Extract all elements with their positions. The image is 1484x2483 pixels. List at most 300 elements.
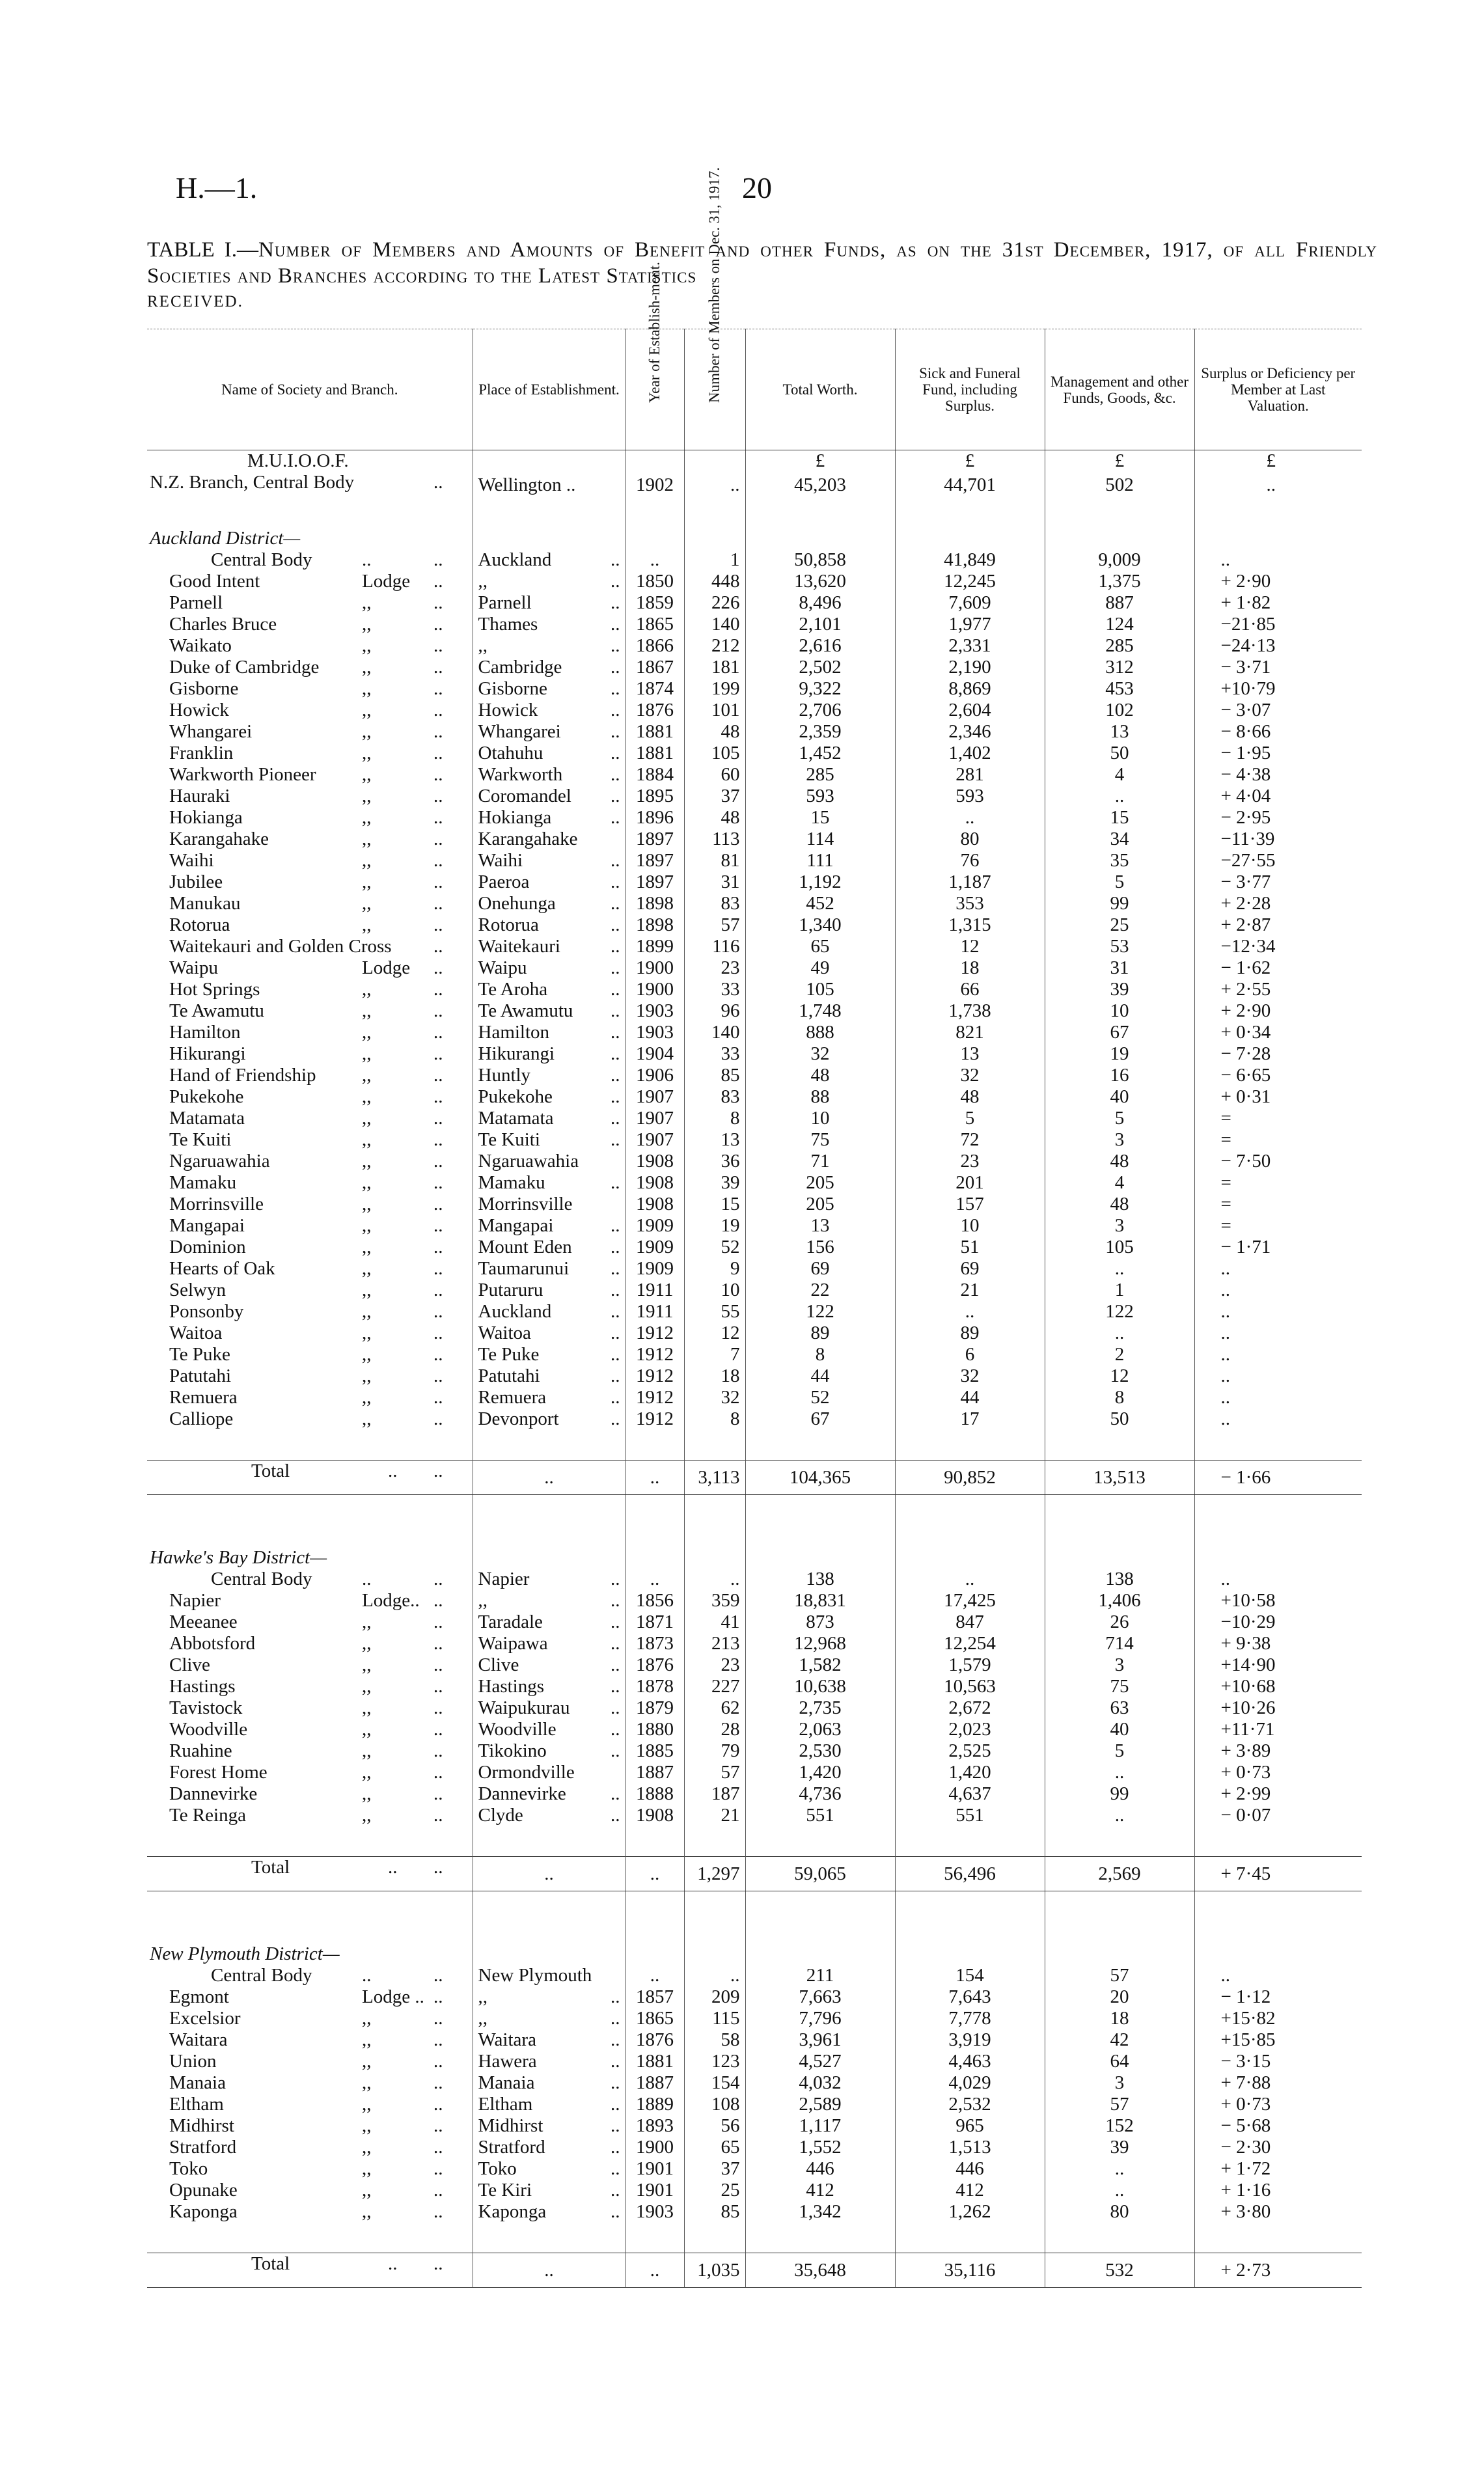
table-row xyxy=(147,850,1362,871)
branch-place xyxy=(473,1676,625,1697)
total-members: 1,035 xyxy=(684,2253,745,2288)
branch-mgmt: 75 xyxy=(1045,1676,1194,1697)
branch-suffix: ,, xyxy=(362,829,372,849)
branch-suffix: ,, xyxy=(362,2158,372,2179)
branch-name: Hauraki xyxy=(169,786,230,806)
leader-dots: .. xyxy=(433,2094,443,2115)
branch-name: Ngaruawahia xyxy=(169,1151,270,1172)
leader-dots: .. xyxy=(611,2137,620,2158)
society-currency-row xyxy=(147,450,1362,473)
branch-name-cell xyxy=(147,549,473,571)
branch-place xyxy=(473,1065,625,1086)
leader-dots: .. xyxy=(611,1408,620,1429)
branch-name: Morrinsville xyxy=(169,1194,264,1214)
branch-sick: 10,563 xyxy=(895,1676,1045,1697)
leader-dots: .. xyxy=(611,1172,620,1193)
branch-place xyxy=(473,1805,625,1826)
branch-place-text: Hastings xyxy=(478,1676,544,1697)
leader-dots: .. xyxy=(433,2180,443,2201)
leader-dots: .. xyxy=(611,850,620,871)
branch-name-cell xyxy=(147,829,473,850)
spacer-row xyxy=(147,498,1362,528)
leader-dots: .. xyxy=(611,571,620,592)
branch-place-text: Napier xyxy=(478,1569,530,1589)
leader-dots: .. xyxy=(611,1569,620,1589)
district-title: Auckland District— xyxy=(150,528,301,549)
branch-suffix: ,, xyxy=(362,614,372,635)
leader-dots: .. xyxy=(433,1857,443,1878)
branch-mgmt: 1 xyxy=(1045,1280,1194,1301)
branch-mgmt: 2 xyxy=(1045,1344,1194,1365)
leader-dots: .. xyxy=(433,549,443,570)
caption-line-3: RECEIVED. xyxy=(147,293,243,310)
branch-members: 33 xyxy=(684,1043,745,1065)
branch-mgmt: 10 xyxy=(1045,1000,1194,1022)
branch-place xyxy=(473,1108,625,1129)
branch-name: Gisborne xyxy=(169,678,239,699)
branch-year: 1856 xyxy=(625,1590,684,1612)
branch-surplus: + 0·34 xyxy=(1194,1022,1362,1043)
branch-year: 1874 xyxy=(625,678,684,700)
branch-surplus: .. xyxy=(1194,549,1362,571)
leader-dots: .. xyxy=(433,1387,443,1408)
table-caption xyxy=(147,237,1377,315)
branch-surplus: − 1·62 xyxy=(1194,957,1362,979)
branch-mgmt: 18 xyxy=(1045,2008,1194,2029)
branch-name: Waitekauri and Golden Cross xyxy=(169,936,392,957)
branch-suffix: ,, xyxy=(362,743,372,763)
branch-suffix: ,, xyxy=(362,1065,372,1086)
branch-year: 1881 xyxy=(625,2051,684,2072)
branch-worth: 10 xyxy=(745,1108,895,1129)
col-header-members-label: Number of Members on Dec. 31, 1917. xyxy=(706,167,722,403)
branch-name: Central Body xyxy=(211,1965,312,1986)
branch-sick: 23 xyxy=(895,1151,1045,1172)
branch-mgmt: 1,375 xyxy=(1045,571,1194,592)
leader-dots: .. xyxy=(433,2158,443,2179)
branch-surplus: = xyxy=(1194,1215,1362,1237)
branch-name: Midhirst xyxy=(169,2115,234,2136)
branch-name: Ruahine xyxy=(169,1740,232,1761)
table-row xyxy=(147,635,1362,657)
branch-name-cell xyxy=(147,1569,473,1590)
branch-mgmt: 39 xyxy=(1045,2137,1194,2158)
leader-dots: .. xyxy=(433,2029,443,2050)
leader-dots: .. xyxy=(433,614,443,635)
branch-sick: 32 xyxy=(895,1065,1045,1086)
branch-suffix: ,, xyxy=(362,1237,372,1257)
branch-place-text: ,, xyxy=(478,571,488,592)
branch-place-text: Tikokino xyxy=(478,1740,547,1761)
branch-members: 52 xyxy=(684,1237,745,1258)
table-row xyxy=(147,678,1362,700)
branch-suffix: Lodge .. xyxy=(362,1986,424,2007)
table-row xyxy=(147,1805,1362,1826)
branch-place-text: Hamilton xyxy=(478,1022,550,1043)
leader-dots: .. xyxy=(433,1676,443,1697)
branch-sick: 412 xyxy=(895,2180,1045,2201)
branch-name-cell xyxy=(147,2180,473,2201)
branch-place-text: Woodville xyxy=(478,1719,556,1740)
branch-surplus: − 6·65 xyxy=(1194,1065,1362,1086)
branch-mgmt: 3 xyxy=(1045,1129,1194,1151)
branch-place-text: Taradale xyxy=(478,1612,543,1632)
branch-name-cell xyxy=(147,893,473,914)
branch-surplus: −11·39 xyxy=(1194,829,1362,850)
branch-sick: 7,643 xyxy=(895,1986,1045,2008)
table-row xyxy=(147,2137,1362,2158)
branch-year: 1867 xyxy=(625,657,684,678)
branch-sick: 10 xyxy=(895,1215,1045,1237)
branch-name-cell xyxy=(147,1365,473,1387)
leader-dots: .. xyxy=(433,1965,443,1986)
branch-mgmt: 48 xyxy=(1045,1194,1194,1215)
branch-place xyxy=(473,764,625,786)
branch-place xyxy=(473,1258,625,1280)
branch-worth: 8,496 xyxy=(745,592,895,614)
branch-place xyxy=(473,1387,625,1408)
table-row xyxy=(147,829,1362,850)
branch-worth: 888 xyxy=(745,1022,895,1043)
branch-mgmt: 40 xyxy=(1045,1719,1194,1740)
table-row xyxy=(147,936,1362,957)
branch-place-text: Remuera xyxy=(478,1387,547,1408)
branch-place-text: Hawera xyxy=(478,2051,537,2072)
leader-dots: .. xyxy=(611,979,620,1000)
branch-surplus: + 0·73 xyxy=(1194,2094,1362,2115)
branch-name-cell xyxy=(147,1000,473,1022)
total-surplus: + 2·73 xyxy=(1194,2253,1362,2288)
branch-mgmt: 53 xyxy=(1045,936,1194,957)
branch-surplus: + 2·87 xyxy=(1194,914,1362,936)
branch-year: 1901 xyxy=(625,2180,684,2201)
branch-name-cell xyxy=(147,1172,473,1194)
branch-mgmt: 102 xyxy=(1045,700,1194,721)
leader-dots: .. xyxy=(433,1237,443,1257)
leader-dots: .. xyxy=(611,1215,620,1236)
table-row xyxy=(147,1215,1362,1237)
branch-name-cell xyxy=(147,657,473,678)
branch-place xyxy=(473,1569,625,1590)
branch-name: Hot Springs xyxy=(169,979,260,1000)
leader-dots: .. xyxy=(611,1258,620,1279)
leader-dots: .. xyxy=(433,2137,443,2158)
branch-sick: 1,579 xyxy=(895,1654,1045,1676)
branch-members: 199 xyxy=(684,678,745,700)
branch-name-cell xyxy=(147,807,473,829)
branch-surplus: − 3·71 xyxy=(1194,657,1362,678)
branch-sick: 353 xyxy=(895,893,1045,914)
branch-suffix: ,, xyxy=(362,893,372,914)
branch-name-cell xyxy=(147,1280,473,1301)
leader-dots: .. xyxy=(433,1086,443,1107)
branch-suffix: ,, xyxy=(362,786,372,806)
branch-worth: 1,420 xyxy=(745,1762,895,1783)
leader-dots: .. xyxy=(433,893,443,914)
branch-name: Ponsonby xyxy=(169,1301,244,1322)
branch-sick: 72 xyxy=(895,1129,1045,1151)
branch-place xyxy=(473,1986,625,2008)
branch-suffix: ,, xyxy=(362,1129,372,1150)
branch-surplus: −12·34 xyxy=(1194,936,1362,957)
branch-place-text: New Plymouth xyxy=(478,1965,592,1986)
branch-place-text: Thames xyxy=(478,614,538,635)
branch-sick: 1,513 xyxy=(895,2137,1045,2158)
branch-suffix: ,, xyxy=(362,1215,372,1236)
branch-mgmt: 4 xyxy=(1045,764,1194,786)
branch-suffix: ,, xyxy=(362,1172,372,1193)
leader-dots: .. xyxy=(611,1365,620,1386)
branch-members: 37 xyxy=(684,2158,745,2180)
total-label: Total xyxy=(251,1461,290,1481)
branch-suffix: ,, xyxy=(362,1086,372,1107)
branch-sick: 76 xyxy=(895,850,1045,871)
leader-dots: .. xyxy=(611,743,620,763)
table-row xyxy=(147,1344,1362,1365)
branch-suffix: ,, xyxy=(362,1676,372,1697)
leader-dots: .. xyxy=(433,1301,443,1322)
branch-year: 1887 xyxy=(625,1762,684,1783)
branch-worth: 2,359 xyxy=(745,721,895,743)
branch-sick: 12 xyxy=(895,936,1045,957)
branch-mgmt: .. xyxy=(1045,1762,1194,1783)
total-label: Total xyxy=(251,1857,290,1878)
branch-place xyxy=(473,1783,625,1805)
branch-worth: 1,748 xyxy=(745,1000,895,1022)
branch-mgmt: 35 xyxy=(1045,850,1194,871)
branch-sick: 41,849 xyxy=(895,549,1045,571)
branch-worth: 452 xyxy=(745,893,895,914)
branch-suffix: ,, xyxy=(362,764,372,785)
branch-mgmt: 67 xyxy=(1045,1022,1194,1043)
branch-place xyxy=(473,850,625,871)
branch-worth: 75 xyxy=(745,1129,895,1151)
table-row xyxy=(147,592,1362,614)
branch-worth: 4,032 xyxy=(745,2072,895,2094)
branch-members: 1 xyxy=(684,549,745,571)
branch-members: 9 xyxy=(684,1258,745,1280)
branch-name: Good Intent xyxy=(169,571,260,592)
branch-name-cell xyxy=(147,1740,473,1762)
table-row xyxy=(147,2072,1362,2094)
branch-mgmt: 50 xyxy=(1045,1408,1194,1430)
leader-dots: .. xyxy=(433,678,443,699)
leader-dots: .. xyxy=(433,1719,443,1740)
leader-dots: .. xyxy=(433,1408,443,1429)
leader-dots: .. xyxy=(433,1365,443,1386)
branch-worth: 88 xyxy=(745,1086,895,1108)
branch-sick: 51 xyxy=(895,1237,1045,1258)
branch-members: .. xyxy=(684,1569,745,1590)
leader-dots: .. xyxy=(611,786,620,806)
branch-name-cell xyxy=(147,1408,473,1430)
branch-surplus: + 2·99 xyxy=(1194,1783,1362,1805)
branch-members: 227 xyxy=(684,1676,745,1697)
branch-name-cell xyxy=(147,635,473,657)
nz-branch-surplus: .. xyxy=(1194,472,1362,498)
branch-year: 1865 xyxy=(625,614,684,635)
branch-sick: 8,869 xyxy=(895,678,1045,700)
branch-members: 28 xyxy=(684,1719,745,1740)
branch-name-cell xyxy=(147,936,473,957)
branch-year: 1908 xyxy=(625,1805,684,1826)
leader-dots: .. xyxy=(433,1654,443,1675)
branch-mgmt: 34 xyxy=(1045,829,1194,850)
branch-mgmt: .. xyxy=(1045,786,1194,807)
leader-dots: .. xyxy=(611,1740,620,1761)
branch-place-text: Rotorua xyxy=(478,914,539,935)
branch-worth: 1,117 xyxy=(745,2115,895,2137)
branch-members: 187 xyxy=(684,1783,745,1805)
branch-place-text: Midhirst xyxy=(478,2115,543,2136)
branch-sick: 157 xyxy=(895,1194,1045,1215)
branch-sick: 1,187 xyxy=(895,871,1045,893)
branch-year: 1887 xyxy=(625,2072,684,2094)
branch-place xyxy=(473,1000,625,1022)
branch-name-cell xyxy=(147,1129,473,1151)
leader-dots: .. xyxy=(433,2072,443,2093)
branch-worth: 67 xyxy=(745,1408,895,1430)
branch-mgmt: .. xyxy=(1045,2158,1194,2180)
table-row xyxy=(147,1129,1362,1151)
branch-members: 48 xyxy=(684,807,745,829)
branch-surplus: − 3·07 xyxy=(1194,700,1362,721)
leader-dots: .. xyxy=(433,1569,443,1589)
branch-surplus: + 9·38 xyxy=(1194,1633,1362,1654)
nz-branch-sick: 44,701 xyxy=(895,472,1045,498)
branch-sick: 2,190 xyxy=(895,657,1045,678)
branch-sick: .. xyxy=(895,1301,1045,1323)
branch-worth: 551 xyxy=(745,1805,895,1826)
branch-surplus: +10·58 xyxy=(1194,1590,1362,1612)
branch-surplus: + 3·80 xyxy=(1194,2201,1362,2223)
branch-name: Manaia xyxy=(169,2072,226,2093)
leader-dots: .. xyxy=(611,635,620,656)
branch-name: Te Kuiti xyxy=(169,1129,232,1150)
table-row xyxy=(147,1108,1362,1129)
branch-name: Te Puke xyxy=(169,1344,230,1365)
branch-surplus: + 2·90 xyxy=(1194,1000,1362,1022)
branch-place xyxy=(473,1323,625,1344)
branch-worth: 48 xyxy=(745,1065,895,1086)
leader-dots: .. xyxy=(611,657,620,678)
branch-name: Dannevirke xyxy=(169,1783,258,1804)
branch-surplus: +11·71 xyxy=(1194,1719,1362,1740)
branch-place xyxy=(473,1301,625,1323)
branch-name-cell xyxy=(147,1151,473,1172)
branch-suffix: ,, xyxy=(362,2051,372,2072)
branch-mgmt: .. xyxy=(1045,1258,1194,1280)
branch-suffix: .. xyxy=(362,1965,372,1986)
branch-year: 1908 xyxy=(625,1194,684,1215)
branch-place xyxy=(473,1215,625,1237)
branch-place-text: Coromandel xyxy=(478,786,571,806)
leader-dots: .. xyxy=(611,1129,620,1150)
branch-year: 1909 xyxy=(625,1258,684,1280)
branch-place xyxy=(473,871,625,893)
branch-name: Waitara xyxy=(169,2029,228,2050)
branch-year: 1881 xyxy=(625,721,684,743)
branch-name: Hokianga xyxy=(169,807,243,828)
branch-place-text: Parnell xyxy=(478,592,532,613)
branch-mgmt: 26 xyxy=(1045,1612,1194,1633)
branch-name: Toko xyxy=(169,2158,208,2179)
branch-members: 57 xyxy=(684,1762,745,1783)
branch-year: 1912 xyxy=(625,1365,684,1387)
branch-members: 83 xyxy=(684,893,745,914)
branch-name-cell xyxy=(147,1654,473,1676)
branch-year: 1912 xyxy=(625,1408,684,1430)
col-header-surplus: Surplus or Deficiency per Member at Last Valuation. xyxy=(1194,329,1362,450)
branch-place xyxy=(473,635,625,657)
branch-members: 60 xyxy=(684,764,745,786)
branch-surplus: − 3·15 xyxy=(1194,2051,1362,2072)
district-total-row xyxy=(147,1461,1362,1495)
table-row xyxy=(147,807,1362,829)
branch-suffix: ,, xyxy=(362,979,372,1000)
branch-sick: 89 xyxy=(895,1323,1045,1344)
branch-surplus: + 1·82 xyxy=(1194,592,1362,614)
branch-name: Parnell xyxy=(169,592,223,613)
branch-suffix: ,, xyxy=(362,1783,372,1804)
branch-name-cell xyxy=(147,2201,473,2223)
branch-sick: 2,672 xyxy=(895,1697,1045,1719)
branch-year: .. xyxy=(625,549,684,571)
branch-worth: 2,706 xyxy=(745,700,895,721)
branch-surplus: = xyxy=(1194,1129,1362,1151)
branch-place xyxy=(473,1043,625,1065)
table-row xyxy=(147,2201,1362,2223)
branch-surplus: + 1·16 xyxy=(1194,2180,1362,2201)
branch-sick: 593 xyxy=(895,786,1045,807)
branch-worth: 105 xyxy=(745,979,895,1000)
leader-dots: .. xyxy=(433,571,443,592)
leader-dots: .. xyxy=(433,1043,443,1064)
branch-name: Whangarei xyxy=(169,721,253,742)
branch-sick: 5 xyxy=(895,1108,1045,1129)
branch-suffix: ,, xyxy=(362,1000,372,1021)
branch-members: 85 xyxy=(684,2201,745,2223)
branch-name: Selwyn xyxy=(169,1280,226,1300)
branch-mgmt: 15 xyxy=(1045,807,1194,829)
branch-suffix: ,, xyxy=(362,1612,372,1632)
total-surplus: − 1·66 xyxy=(1194,1461,1362,1495)
branch-name: Charles Bruce xyxy=(169,614,277,635)
branch-sick: 44 xyxy=(895,1387,1045,1408)
branch-name: Remuera xyxy=(169,1387,238,1408)
branch-place-text: Ngaruawahia xyxy=(478,1151,579,1172)
branch-members: 21 xyxy=(684,1805,745,1826)
branch-suffix: ,, xyxy=(362,2094,372,2115)
caption-line-1: Number of Members and Amounts of Benefit and other Funds, as on the 31st xyxy=(258,238,1044,262)
leader-dots: .. xyxy=(433,472,443,493)
branch-name: Abbotsford xyxy=(169,1633,256,1654)
branch-mgmt: 3 xyxy=(1045,1215,1194,1237)
branch-place xyxy=(473,1280,625,1301)
leader-dots: .. xyxy=(433,786,443,806)
leader-dots: .. xyxy=(433,743,443,763)
branch-year: 1912 xyxy=(625,1387,684,1408)
branch-suffix: ,, xyxy=(362,871,372,892)
branch-name: Opunake xyxy=(169,2180,238,2201)
branch-place xyxy=(473,2137,625,2158)
branch-surplus: − 8·66 xyxy=(1194,721,1362,743)
branch-worth: 7,796 xyxy=(745,2008,895,2029)
leader-dots: .. xyxy=(611,1237,620,1257)
total-place: .. xyxy=(473,1857,625,1891)
branch-place-text: Morrinsville xyxy=(478,1194,573,1214)
branch-year: 1907 xyxy=(625,1129,684,1151)
